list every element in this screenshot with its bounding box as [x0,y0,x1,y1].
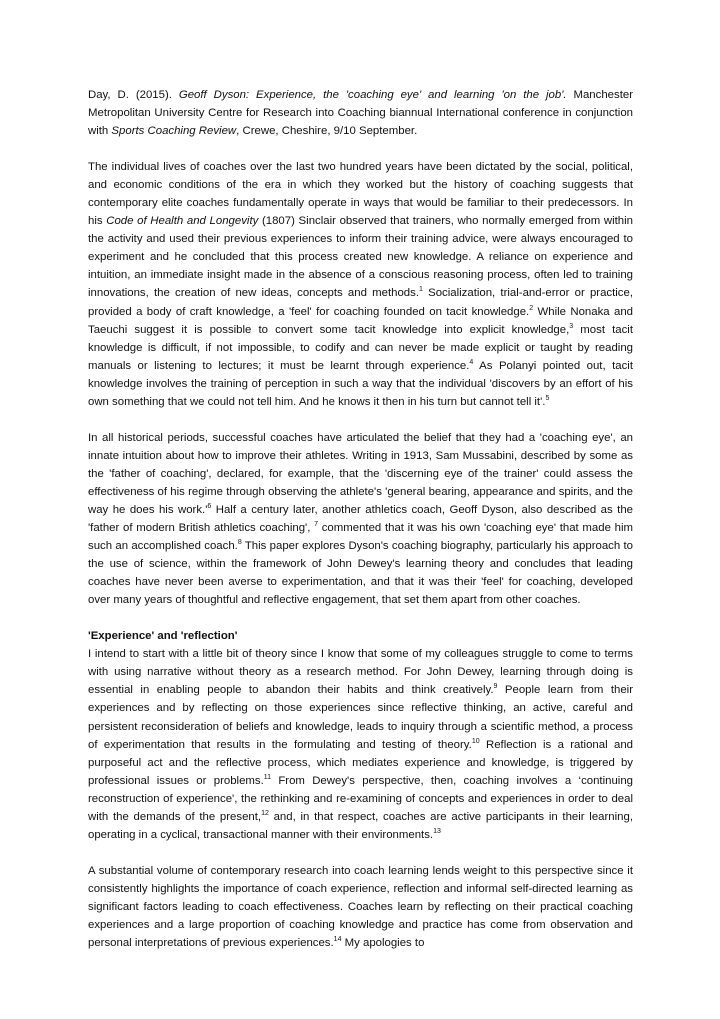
paragraph-text: I intend to start with a little bit of theory since I know that some of my colleagues struggle to come to terms with using narrative without theory as a research method. For John Dewey, learning through doing is essential in enabling people to abandon their habits and think creatively. [88,648,633,697]
footnote-marker[interactable]: 10 [471,737,480,745]
section-heading: 'Experience' and 'reflection' [88,630,238,643]
footnote-marker[interactable]: 9 [493,683,498,691]
citation-title: Geoff Dyson: Experience, the 'coaching eye' and learning 'on the job'. [178,89,567,101]
paragraph-text: My apologies to [341,937,425,950]
footnote-marker[interactable]: 4 [469,358,474,366]
body-paragraph-1 [88,158,633,411]
citation-journal: Sports Coaching Review [111,125,237,138]
footnote-marker[interactable]: 2 [529,304,534,312]
book-title: Code of Health and Longevity [106,215,259,228]
footnote-marker[interactable]: 8 [237,539,242,547]
body-paragraph-4 [88,862,633,952]
footnote-marker[interactable]: 13 [433,827,441,835]
paragraph-text: In all historical periods, successful coaches have articulated the belief that they had a 'coaching eye', an innate intuition about how to improve their athletes. Writing in 1913, Sam Mussabini, described by some as the 'father of coaching', declared, for example, that the 'discerning eye of the trainer' could assess the effectiveness of his regime through observing the athlete's 'general bearing, appearance and spirits, and the way he does his work.' [88,431,633,516]
citation-authors: Day, D. (2015). [88,89,179,101]
paragraph-text: A substantial volume of contemporary research into coach learning lends weight to this perspective since it consistently highlights the importance of coach experience, reflection and informal self-directed learning as significant factors leading to coach effectiveness. Coaches learn by reflecting on their practical coaching experiences and a large proportion of coaching knowledge and practice has come from observation and personal interpretations of previous experiences. [88,864,633,950]
citation-location: , Crewe, Cheshire, 9/10 September. [236,125,418,138]
paragraph-text: Socialization, trial-and-error or practice, provided a body of craft knowledge, a 'feel' for coaching founded on tacit knowledge. [88,287,633,318]
body-paragraph-3 [88,645,633,844]
footnote-marker[interactable]: 5 [545,394,550,402]
paragraph-text: As Polanyi pointed out, tacit knowledge involves the training of perception in such a way that the individual 'discovers by an effort of his own something that we could not tell him. And he knows it then in his turn but cannot tell it'. [88,359,634,408]
footnote-marker[interactable]: 6 [207,502,212,510]
paragraph-text: commented that it was his own 'coaching eye' that made him such an accomplished coach. [88,522,633,553]
paragraph-text: and, in that respect, coaches are active participants in their learning, operating in a cyclical, transactional manner with their environments. [88,810,633,841]
footnote-marker[interactable]: 1 [419,286,423,294]
document-page [88,86,633,970]
paragraph-text: Reflection is a rational and purposeful act and the reflective process, which mediates experience and knowledge, is triggered by professional issues or problems. [88,738,633,787]
paragraph-text: Half a century later, another athletics coach, Geoff Dyson, also described as the 'father of modern British athletics coaching', [88,503,633,535]
paragraph-text: The individual lives of coaches over the last two hundred years have been dictated by the social, political, and economic conditions of the era in which they worked but the history of coaching suggests that contemporary elite coaches fundamentally operate in ways that would be familiar to their predecessors. In his [88,161,633,228]
body-paragraph-2 [88,429,633,609]
footnote-marker[interactable]: 14 [333,936,342,944]
paragraph-text: From Dewey's perspective, then, coaching involves a ‘continuing reconstruction of experience', the rethinking and re-examining of concepts and experiences in order to deal with the demands of the present, [88,774,633,823]
footnote-marker[interactable]: 11 [263,773,272,781]
citation-venue: Manchester Metropolitan University Centre for Research into Coaching biannual International conference in conjunction with [88,89,633,138]
footnote-marker[interactable]: 7 [314,521,319,529]
footnote-marker[interactable]: 12 [261,809,269,817]
footnote-marker[interactable]: 3 [569,322,574,330]
paragraph-text: While Nonaka and Taeuchi suggest it is possible to convert some tacit knowledge into explicit knowledge, [88,305,633,336]
paragraph-text: People learn from their experiences and by reflecting on those experiences since reflective thinking, an active, careful and persistent reconsideration of beliefs and knowledge, leads to inquiry through a scientific method, a process of experimentation that results in the formulating and testing of theory. [88,684,633,751]
paragraph-text: This paper explores Dyson's coaching biography, particularly his approach to the use of science, within the framework of John Dewey's learning theory and concludes that leading coaches have never been averse to experimentation, and that it was their 'feel' for coaching, developed over many years of thoughtful and reflective engagement, that set them apart from other coaches. [88,540,633,607]
citation-paragraph [88,86,633,140]
paragraph-text: (1807) Sinclair observed that trainers, who normally emerged from within the activity and used their previous experiences to inform their training advice, were always encouraged to experiment and he concluded that this process created new knowledge. A reliance on experience and intuition, an immediate insight made in the absence of a conscious reasoning process, often led to training innovations, the creation of new ideas, concepts and methods. [88,215,633,300]
paragraph-text: most tacit knowledge is difficult, if not impossible, to codify and can never be made explicit or taught by reading manuals or listening to lectures; it must be learnt through experience. [88,323,633,372]
